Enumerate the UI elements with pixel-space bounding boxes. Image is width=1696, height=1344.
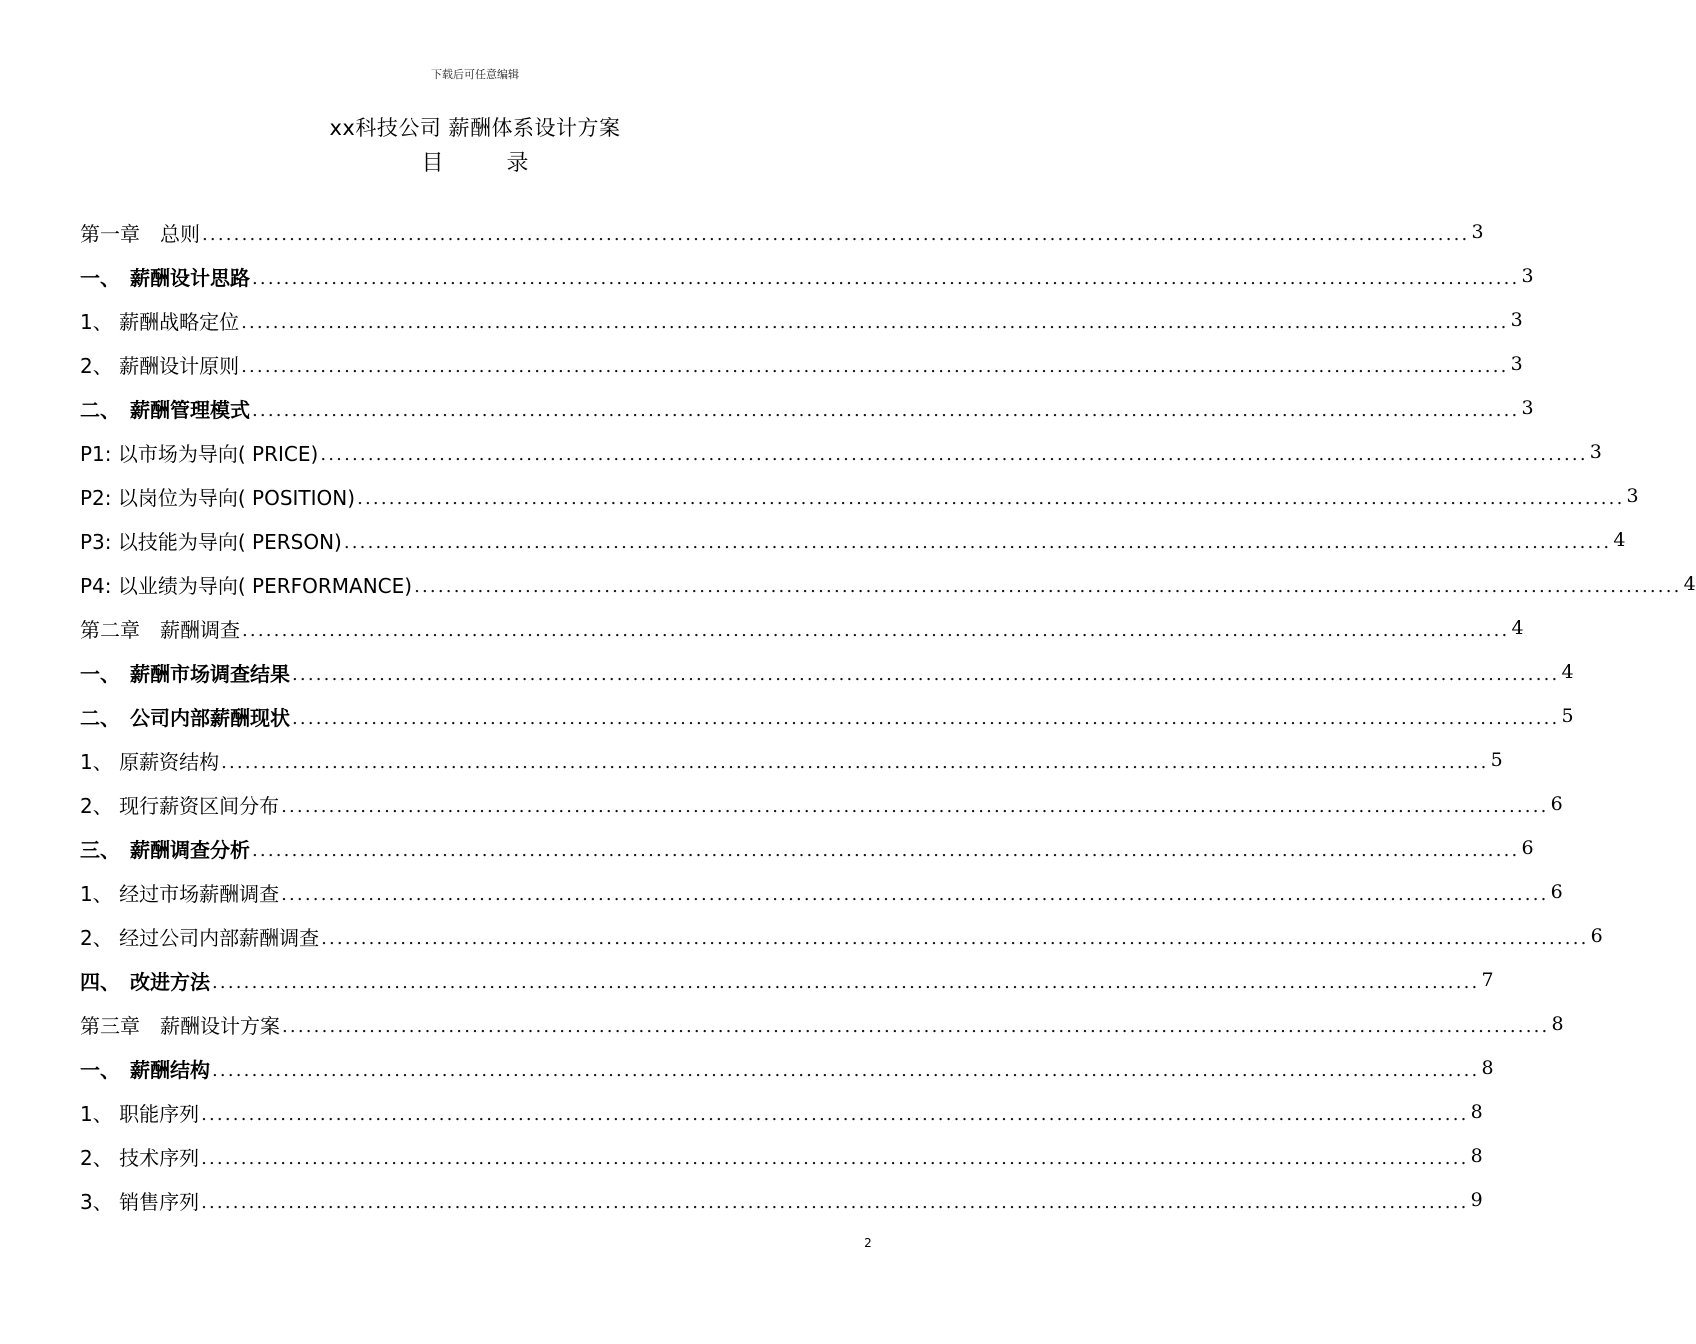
toc-dot-leader: ................................................................................................................................................................ [212,1059,1480,1081]
toc-entry-label: 1、 经过市场薪酬调查 [80,881,280,906]
toc-entry-page: 5 [1490,749,1503,771]
toc-dot-leader: ................................................................................................................................................................ [201,1191,1469,1213]
document-title: xx科技公司 薪酬体系设计方案 [329,116,621,140]
toc-entry-page: 3 [1521,265,1534,287]
toc-dot-leader: ................................................................................................................................................................ [242,619,1510,641]
toc-entry[interactable] [80,298,1523,342]
toc-entry-page: 4 [1683,573,1696,595]
toc-entry[interactable] [80,914,1603,958]
page-number: 2 [864,1236,872,1250]
toc-entry-label: 一、 薪酬结构 [80,1057,210,1082]
toc-entry-label: 一、 薪酬市场调查结果 [80,661,290,686]
toc-entry-page: 9 [1470,1189,1483,1211]
toc-entry-label: 二、 公司内部薪酬现状 [80,705,290,730]
toc-entry-page: 8 [1470,1101,1483,1123]
table-of-contents [80,210,1696,1222]
toc-entry-label: 1、 薪酬战略定位 [80,309,240,334]
toc-entry-page: 8 [1470,1145,1483,1167]
toc-entry-label: P1: 以市场为导向( PRICE) [80,441,319,466]
toc-entry-label: 一、 薪酬设计思路 [80,265,250,290]
toc-entry-label: 1、 职能序列 [80,1101,200,1126]
toc-dot-leader: ................................................................................................................................................................ [241,311,1509,333]
toc-entry-page: 3 [1471,221,1484,243]
toc-entry-label: 3、 销售序列 [80,1189,200,1214]
toc-dot-leader: ................................................................................................................................................................ [281,795,1549,817]
toc-entry-page: 8 [1551,1013,1564,1035]
toc-entry[interactable] [80,1178,1483,1222]
toc-entry-label: 2、 现行薪资区间分布 [80,793,280,818]
toc-entry-page: 7 [1481,969,1494,991]
toc-entry[interactable] [80,474,1639,518]
toc-dot-leader: ................................................................................................................................................................ [221,751,1489,773]
toc-entry-label: 第二章 薪酬调查 [80,617,240,642]
toc-entry-page: 8 [1481,1057,1494,1079]
toc-entry-page: 5 [1561,705,1574,727]
toc-entry-label: 2、 薪酬设计原则 [80,353,240,378]
toc-heading: 目 录 [421,151,557,176]
toc-dot-leader: ................................................................................................................................................................ [201,1103,1469,1125]
toc-entry[interactable] [80,254,1534,298]
toc-entry[interactable] [80,606,1524,650]
toc-entry[interactable] [80,1046,1494,1090]
toc-dot-leader: ................................................................................................................................................................ [202,223,1470,245]
toc-entry-page: 4 [1613,529,1626,551]
toc-dot-leader: ................................................................................................................................................................ [201,1147,1469,1169]
toc-entry-page: 3 [1521,397,1534,419]
toc-entry[interactable] [80,342,1523,386]
toc-entry-label: P4: 以业绩为导向( PERFORMANCE) [80,573,413,598]
toc-dot-leader: ................................................................................................................................................................ [252,267,1520,289]
toc-entry[interactable] [80,958,1494,1002]
toc-entry-label: 二、 薪酬管理模式 [80,397,250,422]
toc-dot-leader: ................................................................................................................................................................ [252,399,1520,421]
toc-entry-label: 第三章 薪酬设计方案 [80,1013,280,1038]
toc-dot-leader: ................................................................................................................................................................ [414,575,1682,597]
toc-entry-page: 6 [1521,837,1534,859]
toc-entry-label: P3: 以技能为导向( PERSON) [80,529,342,554]
toc-entry-label: 1、 原薪资结构 [80,749,220,774]
toc-dot-leader: ................................................................................................................................................................ [320,443,1588,465]
toc-entry[interactable] [80,386,1534,430]
toc-entry-page: 3 [1510,309,1523,331]
toc-entry[interactable] [80,210,1484,254]
toc-entry-page: 6 [1550,793,1563,815]
toc-entry[interactable] [80,738,1503,782]
toc-entry[interactable] [80,1090,1483,1134]
toc-dot-leader: ................................................................................................................................................................ [292,707,1560,729]
toc-entry[interactable] [80,1002,1564,1046]
toc-entry[interactable] [80,430,1602,474]
toc-dot-leader: ................................................................................................................................................................ [212,971,1480,993]
toc-entry-page: 3 [1626,485,1639,507]
toc-entry[interactable] [80,650,1574,694]
toc-entry-page: 6 [1550,881,1563,903]
toc-entry[interactable] [80,1134,1483,1178]
toc-entry-page: 3 [1589,441,1602,463]
toc-entry-label: 三、 薪酬调查分析 [80,837,250,862]
toc-entry[interactable] [80,826,1534,870]
toc-entry[interactable] [80,782,1563,826]
toc-entry[interactable] [80,870,1563,914]
toc-entry-page: 4 [1511,617,1524,639]
toc-entry-page: 4 [1561,661,1574,683]
toc-dot-leader: ................................................................................................................................................................ [292,663,1560,685]
toc-entry-label: P2: 以岗位为导向( POSITION) [80,485,356,510]
toc-dot-leader: ................................................................................................................................................................ [321,927,1589,949]
toc-dot-leader: ................................................................................................................................................................ [241,355,1509,377]
toc-entry[interactable] [80,518,1626,562]
toc-entry-label: 2、 技术序列 [80,1145,200,1170]
toc-entry[interactable] [80,694,1574,738]
toc-dot-leader: ................................................................................................................................................................ [357,487,1625,509]
toc-dot-leader: ................................................................................................................................................................ [282,1015,1550,1037]
toc-entry-label: 2、 经过公司内部薪酬调查 [80,925,320,950]
toc-dot-leader: ................................................................................................................................................................ [281,883,1549,905]
toc-entry[interactable] [80,562,1696,606]
toc-entry-label: 四、 改进方法 [80,969,210,994]
toc-entry-page: 3 [1510,353,1523,375]
header-note: 下载后可任意编辑 [431,68,519,81]
toc-entry-page: 6 [1590,925,1603,947]
toc-dot-leader: ................................................................................................................................................................ [343,531,1612,553]
toc-dot-leader: ................................................................................................................................................................ [252,839,1520,861]
toc-entry-label: 第一章 总则 [80,221,200,246]
